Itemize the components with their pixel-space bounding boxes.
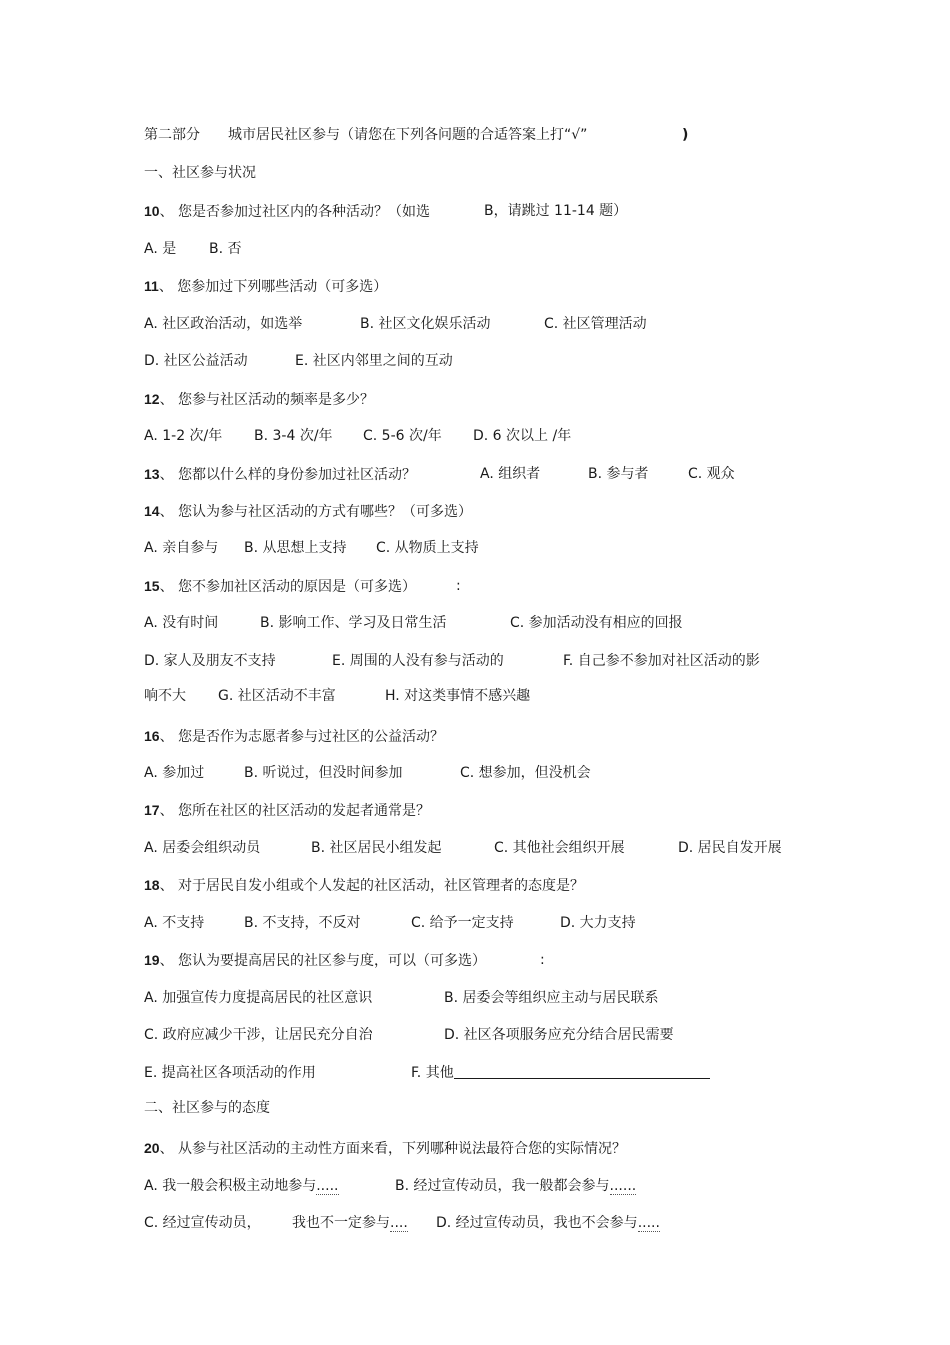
question-15 (144, 577, 416, 596)
question-number: 14 (144, 503, 160, 519)
option-15f-continued: 响不大 (144, 688, 186, 704)
option-11b[interactable]: B. 社区文化娱乐活动 (360, 316, 491, 332)
question-text: 、 您是否参加过社区内的各种活动？（如选 (159, 204, 431, 220)
option-15g[interactable]: G. 社区活动不丰富 (218, 688, 336, 704)
option-15c[interactable]: C. 参加活动没有相应的回报 (510, 615, 683, 631)
option-15d[interactable]: D. 家人及朋友不支持 (144, 653, 276, 669)
question-text: 、 您参加过下列哪些活动（可多选） (158, 279, 388, 295)
dot-leader: ..... (316, 1178, 339, 1194)
question-17 (144, 801, 430, 820)
option-19c[interactable]: C. 政府应减少干涉，让居民充分自治 (144, 1027, 373, 1043)
question-number: 20 (144, 1140, 160, 1156)
option-17d[interactable]: D. 居民自发开展 (678, 840, 782, 856)
option-10b[interactable]: B. 否 (209, 241, 242, 257)
option-12b[interactable]: B. 3-4 次/年 (254, 428, 333, 444)
option-16a[interactable]: A. 参加过 (144, 765, 205, 781)
question-text: 、 您参与社区活动的频率是多少？ (159, 392, 375, 408)
question-text: 、 您认为参与社区活动的方式有哪些？（可多选） (159, 504, 473, 520)
question-number: 10 (144, 203, 160, 219)
section-heading-1: 一、社区参与状况 (144, 165, 256, 181)
option-18b[interactable]: B. 不支持，不反对 (244, 915, 361, 931)
option-20c-label-continued: 我也不一定参与 (292, 1215, 390, 1231)
option-18a[interactable]: A. 不支持 (144, 915, 205, 931)
question-text: 、 对于居民自发小组或个人发起的社区活动，社区管理者的态度是？ (159, 878, 585, 894)
option-13c[interactable]: C. 观众 (688, 466, 735, 482)
option-19f[interactable] (411, 1064, 710, 1082)
question-text: 、 您认为要提高居民的社区参与度，可以（可多选） (159, 953, 487, 969)
option-11a[interactable]: A. 社区政治活动，如选举 (144, 316, 303, 332)
question-text: 、 您不参加社区活动的原因是（可多选） (159, 579, 417, 595)
question-number: 17 (144, 802, 160, 818)
question-text: 、 您所在社区的社区活动的发起者通常是？ (159, 803, 431, 819)
title-close-paren: ) (682, 127, 689, 143)
question-11 (144, 277, 387, 296)
option-20a[interactable] (144, 1177, 339, 1195)
option-14b[interactable]: B. 从思想上支持 (244, 540, 347, 556)
option-20b-label: B. 经过宣传动员，我一般都会参与 (395, 1178, 610, 1194)
option-20a-label: A. 我一般会积极主动地参与 (144, 1178, 317, 1194)
option-11d[interactable]: D. 社区公益活动 (144, 353, 248, 369)
option-19f-label: F. 其他 (411, 1065, 454, 1081)
option-16c[interactable]: C. 想参加，但没机会 (460, 765, 591, 781)
option-14a[interactable]: A. 亲自参与 (144, 540, 219, 556)
question-text: 、 从参与社区活动的主动性方面来看，下列哪种说法最符合您的实际情况？ (159, 1141, 627, 1157)
option-20c[interactable] (144, 1214, 261, 1232)
option-16b[interactable]: B. 听说过，但没时间参加 (244, 765, 403, 781)
option-15e[interactable]: E. 周围的人没有参与活动的 (332, 653, 504, 669)
option-14c[interactable]: C. 从物质上支持 (376, 540, 479, 556)
option-13a[interactable]: A. 组织者 (480, 466, 541, 482)
question-number: 13 (144, 466, 160, 482)
fill-in-blank[interactable] (454, 1064, 710, 1079)
part-title: 城市居民社区参与（请您在下列各问题的合适答案上打“√” (228, 127, 588, 143)
question-number: 18 (144, 877, 160, 893)
dot-leader: ..... (637, 1215, 660, 1231)
option-11c[interactable]: C. 社区管理活动 (544, 316, 647, 332)
option-20b[interactable] (395, 1177, 636, 1195)
question-number: 15 (144, 578, 160, 594)
option-17b[interactable]: B. 社区居民小组发起 (311, 840, 442, 856)
option-18d[interactable]: D. 大力支持 (560, 915, 636, 931)
option-10a[interactable]: A. 是 (144, 241, 177, 257)
question-number: 16 (144, 728, 160, 744)
question-16 (144, 727, 444, 746)
option-12a[interactable]: A. 1-2 次/年 (144, 428, 223, 444)
question-number: 12 (144, 391, 160, 407)
question-14 (144, 502, 472, 521)
option-15b[interactable]: B. 影响工作、学习及日常生活 (260, 615, 447, 631)
dot-leader: ...... (609, 1178, 637, 1194)
option-19e[interactable]: E. 提高社区各项活动的作用 (144, 1065, 316, 1081)
question-number: 11 (144, 278, 159, 294)
option-20d[interactable] (436, 1214, 660, 1232)
option-17a[interactable]: A. 居委会组织动员 (144, 840, 261, 856)
question-15-colon: : (456, 578, 461, 594)
option-15f[interactable]: F. 自己参不参加对社区活动的影 (563, 653, 760, 669)
option-19d[interactable]: D. 社区各项服务应充分结合居民需要 (444, 1027, 674, 1043)
question-19-colon: : (540, 952, 545, 968)
question-18 (144, 876, 584, 895)
option-19a[interactable]: A. 加强宣传力度提高居民的社区意识 (144, 990, 373, 1006)
dot-leader: .... (390, 1215, 408, 1231)
question-19 (144, 951, 486, 970)
question-13 (144, 465, 416, 484)
option-20c-continued (292, 1214, 408, 1232)
question-text: 、 您是否作为志愿者参与过社区的公益活动？ (159, 729, 445, 745)
question-20 (144, 1139, 626, 1158)
option-20c-label: C. 经过宣传动员， (144, 1215, 261, 1231)
option-13b[interactable]: B. 参与者 (588, 466, 649, 482)
part-label: 第二部分 (144, 127, 200, 143)
question-number: 19 (144, 952, 160, 968)
option-20d-label: D. 经过宣传动员，我也不会参与 (436, 1215, 638, 1231)
question-10-skip-note: B，请跳过 11-14 题） (484, 203, 628, 219)
option-12d[interactable]: D. 6 次以上 /年 (473, 428, 572, 444)
option-15a[interactable]: A. 没有时间 (144, 615, 219, 631)
question-12 (144, 390, 374, 409)
option-19b[interactable]: B. 居委会等组织应主动与居民联系 (444, 990, 659, 1006)
section-heading-2: 二、社区参与的态度 (144, 1100, 270, 1116)
option-12c[interactable]: C. 5-6 次/年 (363, 428, 442, 444)
option-15h[interactable]: H. 对这类事情不感兴趣 (385, 688, 531, 704)
question-text: 、 您都以什么样的身份参加过社区活动？ (159, 467, 417, 483)
question-10 (144, 202, 430, 221)
option-17c[interactable]: C. 其他社会组织开展 (494, 840, 625, 856)
option-11e[interactable]: E. 社区内邻里之间的互动 (295, 353, 453, 369)
option-18c[interactable]: C. 给予一定支持 (411, 915, 514, 931)
